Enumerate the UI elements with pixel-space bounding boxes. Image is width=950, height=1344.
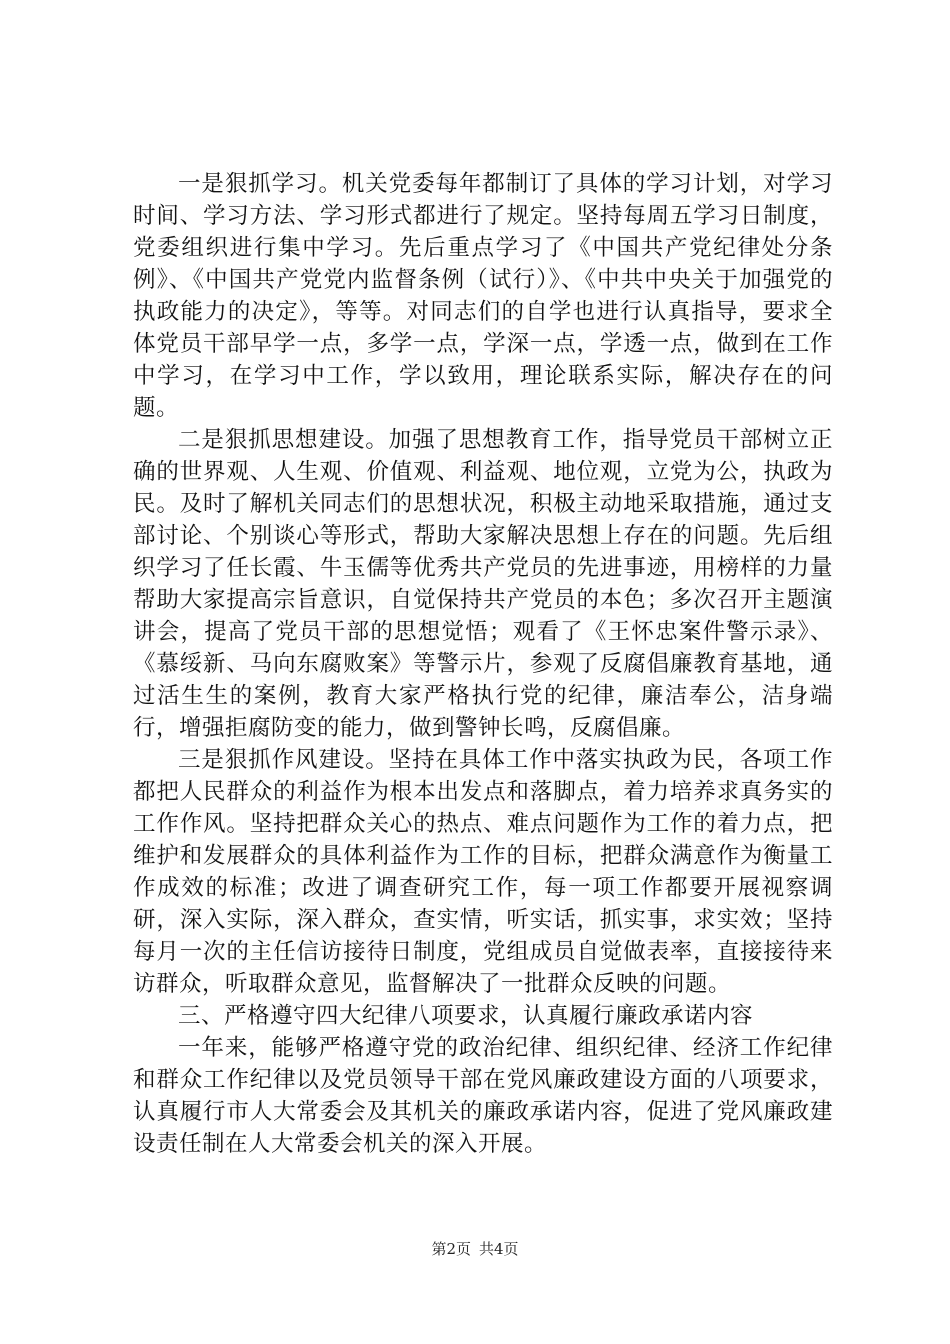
paragraph-ideology: 二是狠抓思想建设。加强了思想教育工作，指导党员干部树立正确的世界观、人生观、价值观、利益观、地位观，立党为公，执政为民。及时了解机关同志们的思想状况，积极主动地采取措施，通过支部讨论、个别谈心等形式，帮助大家解决思想上存在的问题。先后组织学习了任长霞、牛玉儒等优秀共产党员的先进事迹，用榜样的力量帮助大家提高宗旨意识，自觉保持共产党员的本色；多次召开主题演讲会，提高了党员干部的思想觉悟；观看了《王怀忠案件警示录》、《慕绥新、马向东腐败案》等警示片，参观了反腐倡廉教育基地，通过活生生的案例，教育大家严格执行党的纪律，廉洁奉公，洁身端行，增强拒腐防变的能力，做到警钟长鸣，反腐倡廉。 — [133, 427, 833, 741]
paragraph-discipline: 一年来，能够严格遵守党的政治纪律、组织纪律、经济工作纪律和群众工作纪律以及党员领导干部在党风廉政建设方面的八项要求，认真履行市人大常委会及其机关的廉政承诺内容，促进了党风廉政建设责任制在人大常委会机关的深入开展。 — [133, 1035, 833, 1157]
paragraph-study: 一是狠抓学习。机关党委每年都制订了具体的学习计划，对学习时间、学习方法、学习形式都进行了规定。坚持每周五学习日制度，党委组织进行集中学习。先后重点学习了《中国共产党纪律处分条例》、《中国共产党党内监督条例（试行）》、《中共中央关于加强党的执政能力的决定》，等等。对同志们的自学也进行认真指导，要求全体党员干部早学一点，多学一点，学深一点，学透一点，做到在工作中学习，在学习中工作，学以致用，理论联系实际，解决存在的问题。 — [133, 171, 833, 421]
page-number: 第2页 — [431, 1240, 471, 1258]
page-footer — [0, 1239, 950, 1259]
paragraph-work-style: 三是狠抓作风建设。坚持在具体工作中落实执政为民，各项工作都把人民群众的利益作为根本出发点和落脚点，着力培养求真务实的工作作风。坚持把群众关心的热点、难点问题作为工作的着力点，把维护和发展群众的具体利益作为工作的目标，把群众满意作为衡量工作成效的标准；改进了调查研究工作，每一项工作都要开展视察调研，深入实际，深入群众，查实情，听实话，抓实事，求实效；坚持每月一次的主任信访接待日制度，党组成员自觉做表率，直接接待来访群众，听取群众意见，监督解决了一批群众反映的问题。 — [133, 747, 833, 997]
body-text — [133, 168, 833, 1160]
section-heading: 三、严格遵守四大纪律八项要求，认真履行廉政承诺内容 — [178, 1003, 754, 1029]
page-total: 共4页 — [479, 1240, 519, 1258]
